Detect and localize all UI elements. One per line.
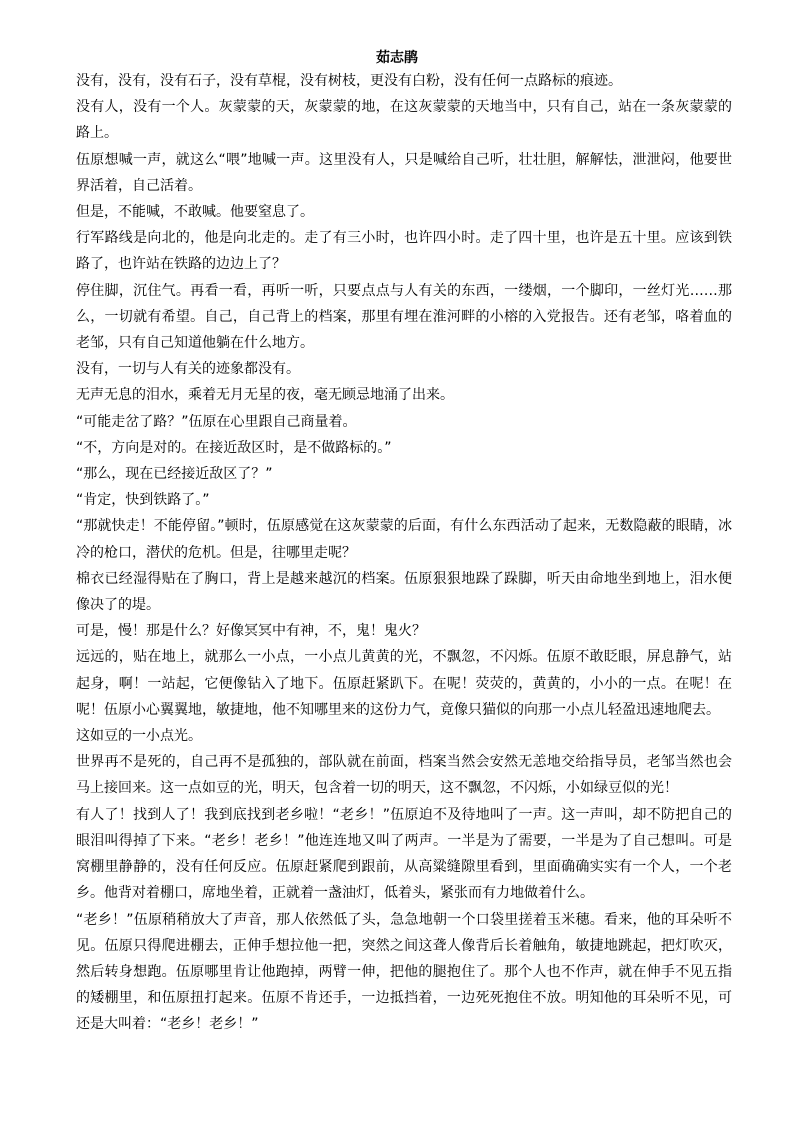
paragraph: “可能走岔了路？”伍原在心里跟自己商量着。 [76, 413, 357, 430]
body-text [76, 68, 732, 1038]
paragraph: 行军路线是向北的，他是向北走的。走了有三小时，也许四小时。走了四十里，也许是五十里。应该到铁路了，也许站在铁路的边边上了？ [76, 230, 732, 273]
paragraph: “不，方向是对的。在接近敌区时，是不做路标的。” [76, 439, 392, 456]
paragraph: 没有人，没有一个人。灰蒙蒙的天，灰蒙蒙的地，在这灰蒙蒙的天地当中，只有自己，站在一条灰蒙蒙的路上。 [76, 99, 732, 142]
paragraph: “那么，现在已经接近敌区了？” [76, 466, 273, 483]
paragraph: “肯定，快到铁路了。” [76, 492, 210, 509]
paragraph: 但是，不能喊，不敢喊。他要窒息了。 [76, 204, 314, 221]
paragraph: 没有，一切与人有关的迹象都没有。 [76, 361, 300, 378]
paragraph: 伍原想喊一声，就这么“喂”地喊一声。这里没有人，只是喊给自己听，壮壮胆，解解怯，泄泄闷，他要世界活着，自己活着。 [76, 151, 732, 194]
paragraph: 这如豆的一小点光。 [76, 728, 202, 745]
paragraph: “那就快走！不能停留。”顿时，伍原感觉在这灰蒙蒙的后面，有什么东西活动了起来，无数隐蔽的眼睛，冰冷的枪口，潜伏的危机。但是，往哪里走呢？ [76, 518, 732, 561]
author-name: 茹志鹃 [376, 50, 418, 66]
paragraph: 世界再不是死的，自己再不是孤独的，部队就在前面，档案当然会安然无恙地交给指导员，老邹当然也会马上接回来。这一点如豆的光，明天，包含着一切的明天，这不飘忽，不闪烁，小如绿豆似的光！ [76, 754, 732, 797]
paragraph: 远远的，贴在地上，就那么一小点，一小点儿黄黄的光，不飘忽，不闪烁。伍原不敢眨眼，屏息静气，站起身，啊！一站起，它便像钻入了地下。伍原赶紧趴下。在呢！荧荧的，黄黄的，小小的一点。在呢！在呢！伍原小心翼翼地，敏捷地，他不知哪里来的这份力气，竟像只猫似的向那一小点儿轻盈迅速地爬去。 [76, 649, 732, 718]
paragraph: 无声无息的泪水，乘着无月无星的夜，毫无顾忌地涌了出来。 [76, 387, 454, 404]
paragraph: 棉衣已经湿得贴在了胸口，背上是越来越沉的档案。伍原狠狠地跺了跺脚，听天由命地坐到地上，泪水便像决了的堤。 [76, 570, 732, 614]
paragraph: 没有，没有，没有石子，没有草棍，没有树枝，更没有白粉，没有任何一点路标的痕迹。 [76, 73, 622, 89]
paragraph: 有人了！找到人了！我到底找到老乡啦！“老乡！”伍原迫不及待地叫了一声。这一声叫，却不防把自己的眼泪叫得掉了下来。“老乡！老乡！”他连连地又叫了两声。一半是为了需要，一半是为了自己想叫。可是窝棚里静静的，没有任何反应。伍原赶紧爬到跟前，从高粱缝隙里看到，里面确确实实有一个人，一个老乡。他背对着棚口，席地坐着，正就着一盏油灯，低着头，紧张而有力地做着什么。 [76, 806, 732, 902]
paragraph: “老乡！”伍原稍稍放大了声音，那人依然低了头，急急地朝一个口袋里搓着玉米穗。看来，他的耳朵听不见。伍原只得爬进棚去，正伸手想拉他一把，突然之间这聋人像背后长着触角，敏捷地跳起，把灯吹灭，然后转身想跑。伍原哪里肯让他跑掉，两臂一伸，把他的腿抱住了。那个人也不作声，就在伸手不见五指的矮棚里，和伍原扭打起来。伍原不肯还手，一边抵挡着，一边死死抱住不放。明知他的耳朵听不见，可还是大叫着：“老乡！老乡！” [76, 911, 732, 1033]
paragraph: 可是，慢！那是什么？好像冥冥中有神，不，鬼！鬼火？ [76, 623, 426, 640]
paragraph: 停住脚，沉住气。再看一看，再听一听，只要点点与人有关的东西，一缕烟，一个脚印，一丝灯光……那么，一切就有希望。自己，自己背上的档案，那里有埋在淮河畔的小榕的入党报告。还有老邹，咯着血的老邹，只有自己知道他躺在什么地方。 [76, 282, 732, 352]
